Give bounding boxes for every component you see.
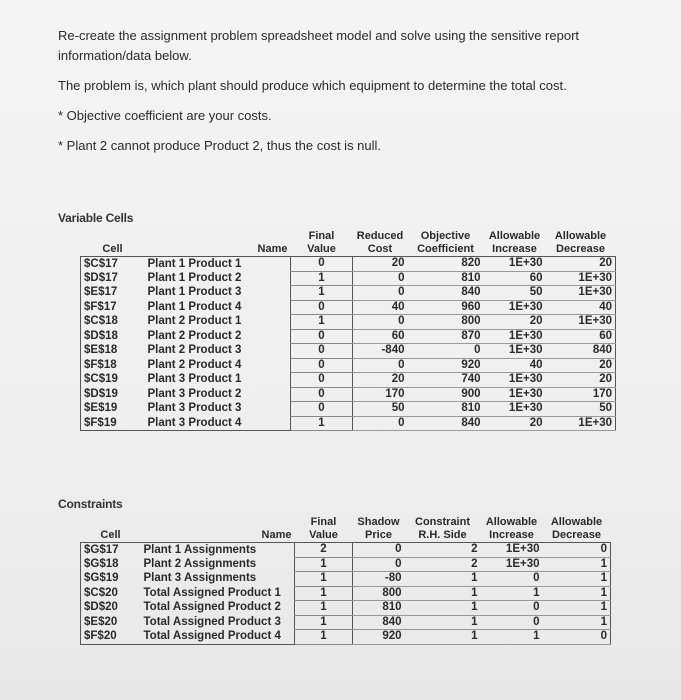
vc-row [81, 271, 616, 286]
vc-header-1-0 [81, 229, 145, 243]
vc-cell-10-4: 810 [408, 402, 484, 417]
vc-cell-0-1: Plant 1 Product 1 [147, 257, 242, 270]
con-cell-2-5: 0 [481, 572, 543, 587]
vc-header-1-2: Final [308, 229, 335, 242]
vc-cell-10-0: $E$19 [81, 402, 145, 417]
variable-cells-title: Variable Cells [58, 211, 134, 225]
vc-row [81, 402, 616, 417]
con-cell-1-5: 1E+30 [481, 557, 543, 572]
con-header-1-1 [141, 515, 295, 529]
vc-cell-10-2: 0 [291, 402, 353, 417]
intro-line-3: The problem is, which plant should produce which equipment to determine the total cost. [58, 78, 567, 93]
con-cell-3-0: $C$20 [81, 586, 141, 601]
con-row [81, 615, 611, 630]
vc-cell-2-6: 1E+30 [546, 286, 616, 301]
con-header-2-2: Value [295, 529, 353, 543]
vc-row [81, 300, 616, 315]
con-header-1-3: Shadow [357, 515, 400, 528]
vc-cell-2-0: $E$17 [81, 286, 145, 301]
con-cell-6-3: 920 [353, 630, 405, 645]
vc-cell-2-2: 1 [291, 286, 353, 301]
vc-header-1-6: Allowable [554, 229, 607, 242]
vc-cell-7-5: 40 [484, 358, 546, 373]
con-row [81, 586, 611, 601]
vc-cell-0-5: 1E+30 [484, 257, 546, 272]
con-cell-0-0: $G$17 [81, 543, 141, 558]
problem-statement [58, 26, 658, 156]
vc-header-2-5: Increase [484, 243, 546, 257]
vc-cell-7-0: $F$18 [81, 358, 145, 373]
con-header-2-4: R.H. Side [405, 529, 481, 543]
vc-cell-6-2: 0 [291, 344, 353, 359]
vc-cell-0-0: $C$17 [81, 257, 145, 272]
bullet-objective: * Objective coefficient are your costs. [58, 108, 272, 123]
vc-cell-4-2: 1 [291, 315, 353, 330]
vc-cell-6-4: 0 [408, 344, 484, 359]
vc-cell-5-5: 1E+30 [484, 329, 546, 344]
vc-header-1-1 [145, 229, 291, 243]
vc-row [81, 286, 616, 301]
vc-cell-8-3: 20 [353, 373, 408, 388]
vc-cell-5-2: 0 [291, 329, 353, 344]
vc-cell-9-0: $D$19 [81, 387, 145, 402]
vc-cell-4-1: Plant 2 Product 1 [147, 315, 242, 328]
vc-row [81, 257, 616, 272]
constraints-title: Constraints [58, 497, 123, 511]
con-cell-4-2: 1 [295, 601, 353, 616]
vc-cell-9-4: 900 [408, 387, 484, 402]
con-header-row-2 [81, 529, 611, 543]
con-cell-1-6: 1 [543, 557, 611, 572]
constraints-table [80, 515, 611, 645]
vc-header-2-3: Cost [353, 243, 408, 257]
con-cell-3-2: 1 [295, 586, 353, 601]
vc-cell-9-3: 170 [353, 387, 408, 402]
vc-row [81, 373, 616, 388]
vc-cell-8-0: $C$19 [81, 373, 145, 388]
con-cell-4-6: 1 [543, 601, 611, 616]
con-header-2-1: Name [141, 529, 295, 543]
vc-cell-0-4: 820 [408, 257, 484, 272]
vc-cell-1-3: 0 [353, 271, 408, 286]
con-header-1-6: Allowable [550, 515, 603, 528]
vc-cell-10-1: Plant 3 Product 3 [147, 402, 242, 415]
intro-line-1: Re-create the assignment problem spreadsheet model and solve using the sensitive report [58, 28, 580, 43]
vc-header-2-4: Coefficient [408, 243, 484, 257]
vc-cell-6-1: Plant 2 Product 3 [147, 344, 242, 357]
con-cell-1-2: 1 [295, 557, 353, 572]
vc-cell-5-3: 60 [353, 329, 408, 344]
vc-cell-7-6: 20 [546, 358, 616, 373]
vc-header-1-5: Allowable [488, 229, 541, 242]
vc-cell-11-5: 20 [484, 416, 546, 431]
con-cell-3-6: 1 [543, 586, 611, 601]
con-row [81, 543, 611, 558]
vc-cell-9-5: 1E+30 [484, 387, 546, 402]
vc-cell-2-3: 0 [353, 286, 408, 301]
con-header-1-0 [81, 515, 141, 529]
con-cell-6-1: Total Assigned Product 4 [141, 630, 295, 645]
con-cell-3-4: 1 [405, 586, 481, 601]
vc-cell-11-1: Plant 3 Product 4 [145, 416, 291, 431]
con-cell-0-6: 0 [543, 543, 611, 558]
con-cell-0-2: 2 [295, 543, 353, 558]
con-cell-0-5: 1E+30 [481, 543, 543, 558]
vc-cell-7-3: 0 [353, 358, 408, 373]
vc-cell-3-6: 40 [546, 300, 616, 315]
vc-header-2-6: Decrease [546, 243, 616, 257]
con-header-1-5: Allowable [485, 515, 538, 528]
vc-cell-11-0: $F$19 [81, 416, 145, 431]
vc-cell-5-1: Plant 2 Product 2 [147, 329, 242, 342]
con-cell-1-4: 2 [405, 557, 481, 572]
con-header-1-2: Final [310, 515, 337, 528]
vc-row [81, 358, 616, 373]
vc-cell-6-6: 840 [546, 344, 616, 359]
vc-cell-3-5: 1E+30 [484, 300, 546, 315]
con-header-2-0: Cell [81, 529, 141, 543]
con-cell-2-2: 1 [295, 572, 353, 587]
con-cell-5-0: $E$20 [81, 615, 141, 630]
vc-cell-9-2: 0 [291, 387, 353, 402]
con-cell-1-0: $G$18 [81, 557, 141, 572]
con-cell-2-0: $G$19 [81, 572, 141, 587]
con-cell-5-6: 1 [543, 615, 611, 630]
con-cell-0-4: 2 [405, 543, 481, 558]
vc-cell-5-0: $D$18 [81, 329, 145, 344]
vc-cell-10-5: 1E+30 [484, 402, 546, 417]
vc-header-1-4: Objective [420, 229, 471, 242]
vc-header-row-1 [81, 229, 616, 243]
con-cell-5-4: 1 [405, 615, 481, 630]
con-cell-5-5: 0 [481, 615, 543, 630]
con-cell-5-2: 1 [295, 615, 353, 630]
vc-cell-6-3: -840 [353, 344, 408, 359]
vc-row [81, 315, 616, 330]
con-cell-3-1: Total Assigned Product 1 [143, 586, 281, 599]
vc-cell-11-3: 0 [353, 416, 408, 431]
vc-cell-4-3: 0 [353, 315, 408, 330]
vc-cell-8-4: 740 [408, 373, 484, 388]
con-cell-6-4: 1 [405, 630, 481, 645]
vc-cell-1-1: Plant 1 Product 2 [147, 271, 242, 284]
con-cell-6-2: 1 [295, 630, 353, 645]
vc-cell-9-1: Plant 3 Product 2 [147, 387, 242, 400]
vc-cell-11-4: 840 [408, 416, 484, 431]
con-cell-4-1: Total Assigned Product 2 [143, 601, 281, 614]
con-cell-4-0: $D$20 [81, 601, 141, 616]
vc-row [81, 329, 616, 344]
con-cell-3-5: 1 [481, 586, 543, 601]
variable-cells-table [80, 229, 616, 431]
vc-header-1-3: Reduced [356, 229, 404, 242]
con-cell-2-4: 1 [405, 572, 481, 587]
vc-cell-1-0: $D$17 [81, 271, 145, 286]
con-cell-6-6: 0 [543, 630, 611, 645]
vc-cell-9-6: 170 [546, 387, 616, 402]
con-cell-2-6: 1 [543, 572, 611, 587]
vc-cell-1-4: 810 [408, 271, 484, 286]
vc-row [81, 387, 616, 402]
con-cell-2-3: -80 [353, 572, 405, 587]
vc-cell-8-6: 20 [546, 373, 616, 388]
vc-cell-0-3: 20 [353, 257, 408, 272]
vc-cell-6-5: 1E+30 [484, 344, 546, 359]
con-cell-6-0: $F$20 [81, 630, 141, 645]
vc-cell-0-6: 20 [546, 257, 616, 272]
con-cell-1-1: Plant 2 Assignments [143, 557, 257, 570]
vc-cell-3-3: 40 [353, 300, 408, 315]
intro-line-2: information/data below. [58, 48, 192, 63]
vc-cell-7-4: 920 [408, 358, 484, 373]
con-cell-1-3: 0 [353, 557, 405, 572]
vc-row [81, 344, 616, 359]
vc-cell-3-2: 0 [291, 300, 353, 315]
vc-cell-1-5: 60 [484, 271, 546, 286]
vc-cell-7-2: 0 [291, 358, 353, 373]
vc-cell-11-6: 1E+30 [546, 416, 616, 431]
vc-cell-3-4: 960 [408, 300, 484, 315]
vc-header-2-0: Cell [81, 243, 145, 257]
con-cell-3-3: 800 [353, 586, 405, 601]
bullet-plant2: * Plant 2 cannot produce Product 2, thus the cost is null. [58, 138, 382, 153]
vc-cell-2-4: 840 [408, 286, 484, 301]
con-cell-6-5: 1 [481, 630, 543, 645]
vc-cell-4-4: 800 [408, 315, 484, 330]
vc-cell-4-5: 20 [484, 315, 546, 330]
con-row [81, 601, 611, 616]
vc-cell-2-5: 50 [484, 286, 546, 301]
vc-cell-1-2: 1 [291, 271, 353, 286]
con-header-row-1 [81, 515, 611, 529]
vc-row [81, 416, 616, 431]
vc-cell-8-2: 0 [291, 373, 353, 388]
con-row [81, 572, 611, 587]
vc-cell-11-2: 1 [291, 416, 353, 431]
vc-cell-2-1: Plant 1 Product 3 [147, 286, 242, 299]
con-cell-0-3: 0 [353, 543, 405, 558]
vc-cell-8-1: Plant 3 Product 1 [147, 373, 242, 386]
vc-cell-10-6: 50 [546, 402, 616, 417]
vc-cell-4-6: 1E+30 [546, 315, 616, 330]
con-header-2-5: Increase [481, 529, 543, 543]
con-cell-4-4: 1 [405, 601, 481, 616]
vc-cell-4-0: $C$18 [81, 315, 145, 330]
vc-cell-0-2: 0 [291, 257, 353, 272]
vc-cell-5-4: 870 [408, 329, 484, 344]
con-cell-5-1: Total Assigned Product 3 [143, 615, 281, 628]
vc-header-row-2 [81, 243, 616, 257]
con-cell-4-5: 0 [481, 601, 543, 616]
vc-header-2-2: Value [291, 243, 353, 257]
con-cell-0-1: Plant 1 Assignments [143, 543, 257, 556]
vc-cell-5-6: 60 [546, 329, 616, 344]
vc-cell-10-3: 50 [353, 402, 408, 417]
vc-cell-8-5: 1E+30 [484, 373, 546, 388]
con-row [81, 557, 611, 572]
con-cell-4-3: 810 [353, 601, 405, 616]
vc-cell-3-0: $F$17 [81, 300, 145, 315]
vc-cell-6-0: $E$18 [81, 344, 145, 359]
con-header-2-3: Price [353, 529, 405, 543]
vc-cell-1-6: 1E+30 [546, 271, 616, 286]
con-row [81, 630, 611, 645]
vc-header-2-1: Name [145, 243, 291, 257]
vc-cell-7-1: Plant 2 Product 4 [147, 358, 242, 371]
con-cell-2-1: Plant 3 Assignments [143, 572, 257, 585]
vc-cell-3-1: Plant 1 Product 4 [147, 300, 242, 313]
con-header-2-6: Decrease [543, 529, 611, 543]
con-cell-5-3: 840 [353, 615, 405, 630]
con-header-1-4: Constraint [415, 515, 470, 528]
